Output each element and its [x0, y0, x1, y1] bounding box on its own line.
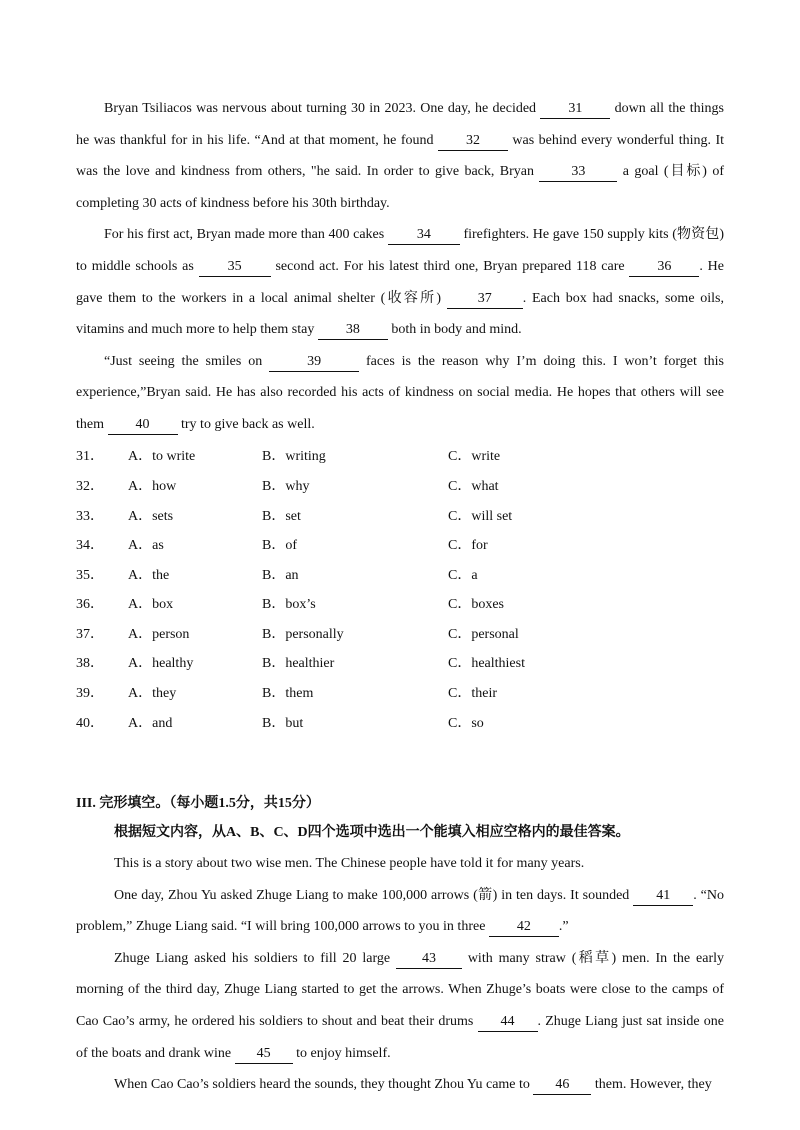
option-b: B．healthier — [262, 656, 335, 672]
option-b: B．set — [262, 508, 301, 524]
paragraph-soldiers — [76, 1069, 724, 1101]
option-row — [76, 441, 724, 471]
section-title: III. 完形填空。（每小题1.5分，共15分） — [76, 796, 320, 811]
options-list — [76, 441, 724, 737]
option-b: B．them — [262, 686, 314, 702]
paragraph-1 — [76, 93, 724, 219]
option-a: A．they — [128, 686, 177, 702]
text: . He gave them to the workers in a local animal shelter (收容所) — [76, 258, 724, 306]
paragraph-arrows — [76, 880, 724, 943]
option-a: A．box — [128, 597, 174, 613]
text: Bryan Tsiliacos was nervous about turning 30 in 2023. One day, he decided — [104, 101, 541, 116]
option-b: B．an — [262, 567, 299, 583]
question-number: 36． — [76, 597, 104, 613]
text: both in body and mind. — [387, 322, 522, 338]
option-row — [76, 470, 724, 500]
option-row — [76, 707, 724, 737]
text: . “No problem,” Zhuge Liang said. “I will bring 100,000 arrows to you in three — [76, 887, 725, 935]
question-number: 37． — [76, 626, 104, 642]
text: Zhuge Liang asked his soldiers to fill 20 large — [114, 950, 396, 966]
text: . Each box had snacks, some oils, vitamins and much more to help them stay — [76, 290, 725, 338]
question-number: 32． — [76, 478, 104, 494]
option-b: B．writing — [262, 449, 326, 465]
question-number: 38． — [76, 656, 104, 672]
option-a: A．sets — [128, 508, 174, 524]
blank-46: 46 — [533, 1076, 591, 1095]
blank-31: 31 — [540, 100, 610, 119]
option-a: A．healthy — [128, 656, 194, 672]
option-b: B．why — [262, 478, 310, 494]
option-b: B．but — [262, 715, 304, 731]
paragraph-2 — [76, 219, 724, 345]
question-number: 33． — [76, 508, 104, 524]
option-c: C．their — [448, 686, 497, 702]
paragraph-3 — [76, 346, 724, 441]
text: For his first act, Bryan made more than 400 cakes — [104, 227, 388, 243]
blank-44: 44 — [478, 1013, 538, 1032]
blank-32: 32 — [438, 132, 508, 151]
text: .” — [558, 919, 569, 935]
text: “Just seeing the smiles on — [104, 353, 270, 369]
blank-42: 42 — [489, 918, 559, 937]
option-c: C．personal — [448, 626, 519, 642]
option-c: C．write — [448, 449, 501, 465]
blank-34: 34 — [388, 226, 460, 245]
blank-36: 36 — [629, 258, 699, 277]
blank-41: 41 — [633, 887, 693, 906]
blank-45: 45 — [235, 1045, 293, 1064]
question-number: 39． — [76, 686, 104, 702]
blank-35: 35 — [199, 258, 271, 277]
text: was behind every wonderful thing. It was the love and kindness from others, "he said. In order to give back, Bryan — [76, 132, 724, 180]
question-number: 40． — [76, 715, 104, 731]
option-a: A．the — [128, 567, 170, 583]
option-a: A．how — [128, 478, 177, 494]
option-c: C．a — [448, 567, 478, 583]
option-row — [76, 648, 724, 678]
option-c: C．will set — [448, 508, 513, 524]
question-number: 34． — [76, 538, 104, 554]
text: faces is the reason why I’m doing this. I won’t forget this experience,”Bryan said. He has also recorded his acts of kindness on social media. He hopes that others will see them — [76, 353, 724, 432]
blank-40: 40 — [108, 416, 178, 435]
option-row — [76, 677, 724, 707]
option-c: C．so — [448, 715, 484, 731]
option-a: A．as — [128, 538, 164, 554]
question-number: 31． — [76, 449, 104, 465]
option-c: C．healthiest — [448, 656, 525, 672]
option-row — [76, 559, 724, 589]
text: a goal (目标) of completing 30 acts of kindness before his 30th birthday. — [76, 164, 724, 211]
option-b: B．box’s — [262, 597, 316, 613]
option-a: A．and — [128, 715, 173, 731]
option-b: B．personally — [262, 626, 344, 642]
text: . Zhuge Liang just sat inside one of the boats and drank wine — [76, 1013, 724, 1061]
blank-33: 33 — [539, 163, 617, 182]
blank-37: 37 — [447, 290, 523, 309]
question-number: 35． — [76, 567, 104, 583]
blank-43: 43 — [396, 950, 462, 969]
option-b: B．of — [262, 538, 297, 554]
text: down all the things he was thankful for in his life. “And at that moment, he found — [76, 101, 724, 148]
text: to enjoy himself. — [292, 1045, 391, 1061]
paragraph-boats — [76, 943, 724, 1069]
text: firefighters. He gave 150 supply kits (物资包) to middle schools as — [76, 227, 724, 274]
blank-39: 39 — [269, 353, 359, 372]
text: try to give back as well. — [177, 416, 315, 432]
option-a: A．to write — [128, 449, 196, 465]
option-row — [76, 529, 724, 559]
option-a: A．person — [128, 626, 190, 642]
section-instruction: 根据短文内容，从A、B、C、D四个选项中选出一个能填入相应空格内的最佳答案。 — [114, 825, 630, 840]
paragraph-intro: This is a story about two wise men. The Chinese people have told it for many years. — [114, 856, 585, 871]
option-row — [76, 618, 724, 648]
passage-one — [76, 93, 724, 736]
option-c: C．boxes — [448, 597, 504, 613]
text: with many straw (稻草) men. In the early morning of the third day, Zhuge Liang started to get the arrows. When Zhuge’s boats were close to the camps of Cao Cao’s army, he ordered his soldiers to shout and beat their drums — [76, 950, 724, 1029]
section-three — [76, 789, 724, 1101]
option-row — [76, 500, 724, 530]
text: One day, Zhou Yu asked Zhuge Liang to make 100,000 arrows (箭) in ten days. It sounded — [114, 887, 634, 903]
text: them. However, they — [591, 1077, 712, 1093]
text: When Cao Cao’s soldiers heard the sounds, they thought Zhou Yu came to — [114, 1077, 534, 1093]
blank-38: 38 — [318, 321, 388, 340]
option-c: C．what — [448, 478, 499, 494]
option-c: C．for — [448, 538, 488, 554]
option-row — [76, 589, 724, 619]
text: second act. For his latest third one, Bryan prepared 118 care — [270, 258, 630, 274]
